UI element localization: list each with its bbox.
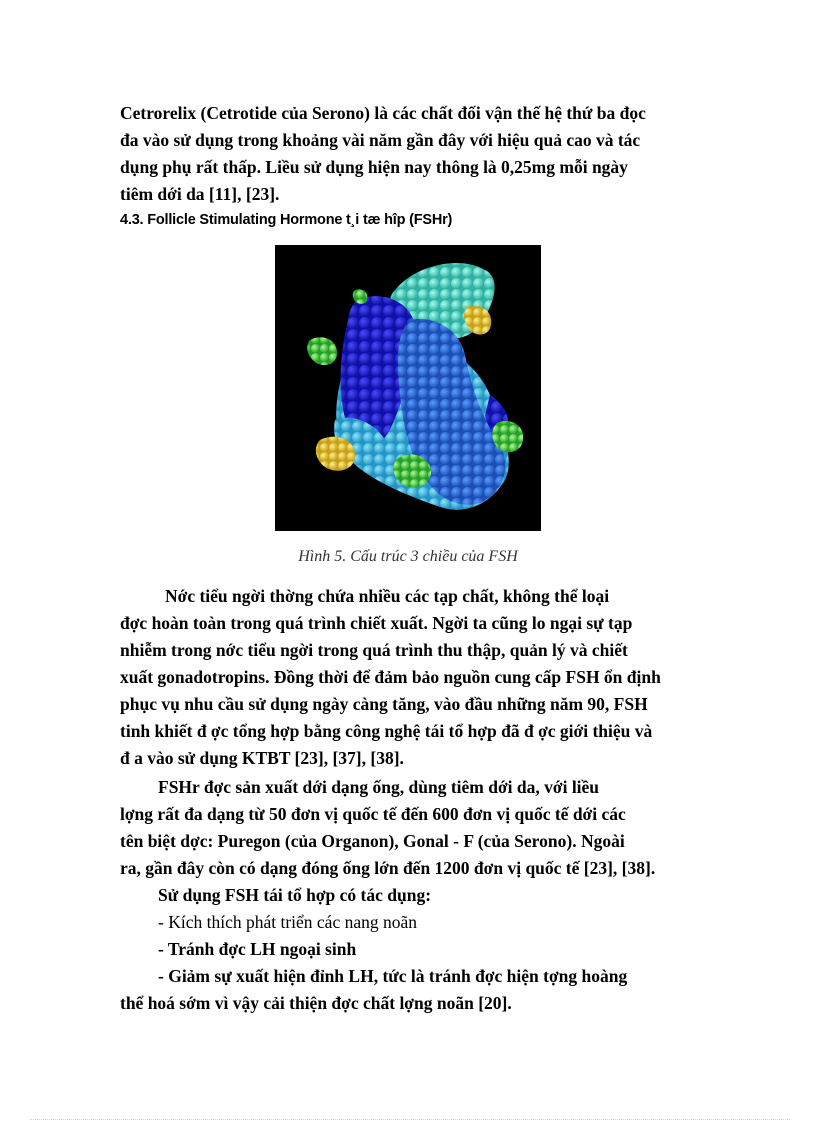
text-line: tinh khiết đ ợc tổng hợp bằng công nghệ tái tổ hợp đã đ ợc giới thiệu và [120, 721, 653, 741]
text-line: ra, gần đây còn có dạng đóng ống lớn đến 1200 đơn vị quốc tế [23], [38]. [120, 858, 656, 878]
figure-caption: Hình 5. Cấu trúc 3 chiều của FSH [298, 548, 518, 565]
text-line: phục vụ nhu cầu sử dụng ngày càng tăng, vào đầu những năm 90, FSH [120, 694, 648, 714]
text-line: lợng rất đa dạng từ 50 đơn vị quốc tế đến 600 đơn vị quốc tế dới các [120, 804, 626, 824]
fsh-3d-structure-image [275, 245, 541, 531]
list-intro: Sử dụng FSH tái tổ hợp có tác dụng: [158, 885, 432, 905]
text-line: tiêm dới da [11], [23]. [120, 184, 280, 204]
paragraph-cetrorelix [120, 100, 698, 208]
page-bottom-divider [30, 1119, 790, 1120]
text-line: nhiễm trong nớc tiểu ngời trong quá trình thu thập, quản lý và chiết [120, 640, 628, 660]
text-line: dụng phụ rất thấp. Liều sử dụng hiện nay thông là 0,25mg mỗi ngày [120, 157, 628, 177]
text-line: đợc hoàn toàn trong quá trình chiết xuất. Ngời ta cũng lo ngại sự tạp [120, 613, 633, 633]
paragraph-fshr-dosage [120, 774, 698, 882]
effects-list [120, 882, 698, 1017]
text-line: đ a vào sử dụng KTBT [23], [37], [38]. [120, 748, 404, 768]
list-item-continuation: thể hoá sớm vì vậy cải thiện đợc chất lợng noãn [20]. [120, 993, 512, 1013]
section-heading: 4.3. Follicle Stimulating Hormone t¸i tæ hîp (FSHr) [120, 212, 453, 228]
list-item: - Tránh đợc LH ngoại sinh [158, 939, 357, 959]
paragraph-urine-impurities [120, 583, 698, 772]
list-item: - Kích thích phát triển các nang noãn [158, 912, 417, 932]
list-item: - Giảm sự xuất hiện đỉnh LH, tức là tránh đợc hiện tợng hoàng [158, 966, 628, 986]
text-line: Cetrorelix (Cetrotide của Serono) là các chất đối vận thế hệ thứ ba đọc [120, 103, 646, 123]
text-line: tên biệt dợc: Puregon (của Organon), Gonal - F (của Serono). Ngoài [120, 831, 625, 851]
text-line: đa vào sử dụng trong khoảng vài năm gần đây với hiệu quả cao và tác [120, 130, 641, 150]
text-line: xuất gonadotropins. Đồng thời để đảm bảo nguồn cung cấp FSH ổn định [120, 667, 661, 687]
text-line: Nớc tiểu ngời thờng chứa nhiều các tạp chất, không thể loại [165, 586, 610, 606]
text-line: FSHr đợc sản xuất dới dạng ống, dùng tiêm dới da, với liều [158, 777, 600, 797]
